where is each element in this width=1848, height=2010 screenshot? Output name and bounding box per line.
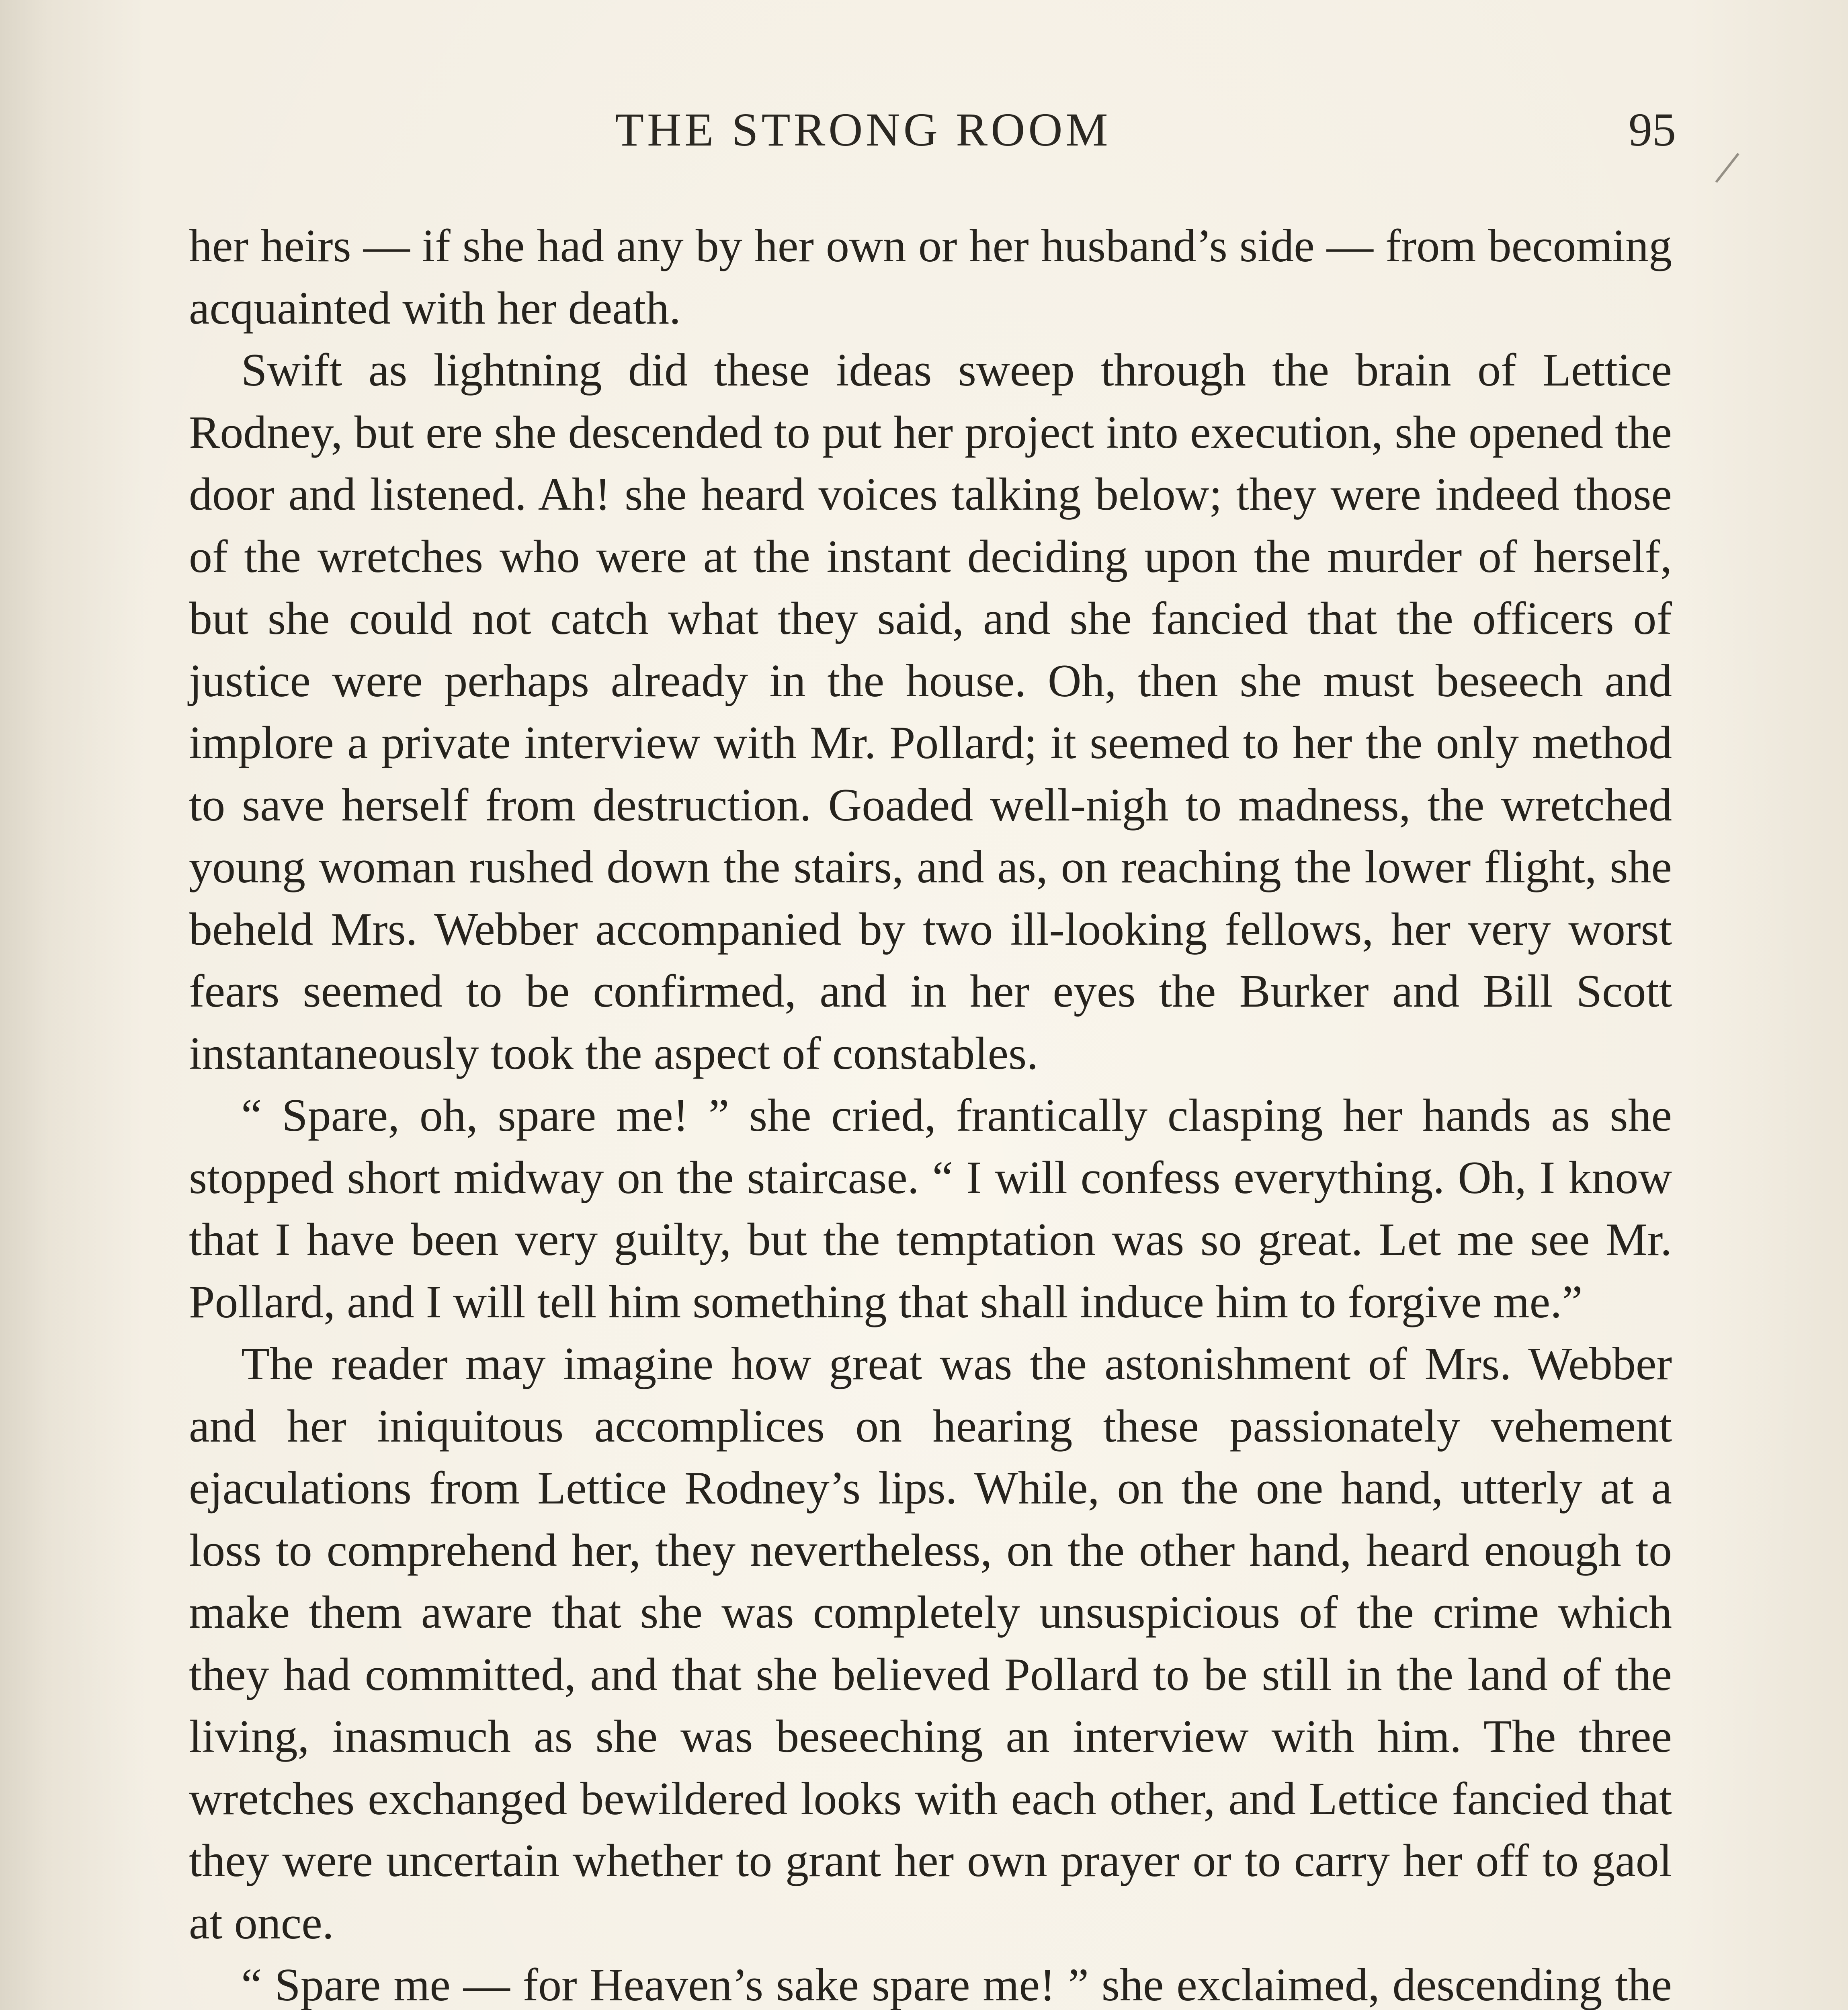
running-title: THE STRONG ROOM <box>615 103 1111 156</box>
paragraph-5: “ Spare me — for Heaven’s sake spare me! ” she exclaimed, descending the <box>241 1959 1672 2010</box>
page-number: 95 <box>1629 103 1676 156</box>
page-header <box>189 103 1676 167</box>
pencil-mark <box>1715 153 1739 183</box>
paragraph-3: “ Spare, oh, spare me! ” she cried, frantically clasping her hands as she stopped short midway on the staircase. “ I will confess everything. Oh, I know that I have been very guilty, but the temptation was so great. Let me see Mr. Pollard, and I will tell him something that shall induce him to forgive me.” <box>189 1090 1672 1328</box>
body-text <box>189 215 1672 2010</box>
paragraph-4: The reader may imagine how great was the astonishment of Mrs. Webber and her iniquitous accomplices on hearing these passionately vehement ejaculations from Lettice Rodney’s lips. While, on the one hand, utterly at a loss to comprehend her, they nevertheless, on the other hand, heard enough to make them aware that she was completely unsuspicious of the crime which they had committed, and that she believed Pollard to be still in the land of the living, inasmuch as she was beseeching an interview with him. The three wretches exchanged bewildered looks with each other, and Lettice fancied that they were uncertain whether to grant her own prayer or to carry her off to gaol at once. <box>189 1338 1672 1949</box>
paragraph-2: Swift as lightning did these ideas sweep through the brain of Lettice Rodney, but ere she descended to put her project into execution, she opened the door and listened. Ah! she heard voices talking below; they were indeed those of the wretches who were at the instant deciding upon the murder of herself, but she could not catch what they said, and she fancied that the officers of justice were perhaps already in the house. Oh, then she must beseech and implore a private interview with Mr. Pollard; it seemed to her the only method to save herself from destruction. Goaded well-nigh to madness, the wretched young woman rushed down the stairs, and as, on reaching the lower flight, she beheld Mrs. Webber accompanied by two ill-looking fellows, her very worst fears seemed to be confirmed, and in her eyes the Burker and Bill Scott instantaneously took the aspect of constables. <box>189 345 1672 1079</box>
paragraph-1: her heirs — if she had any by her own or her husband’s side — from becoming acquainted with her death. <box>189 220 1672 334</box>
